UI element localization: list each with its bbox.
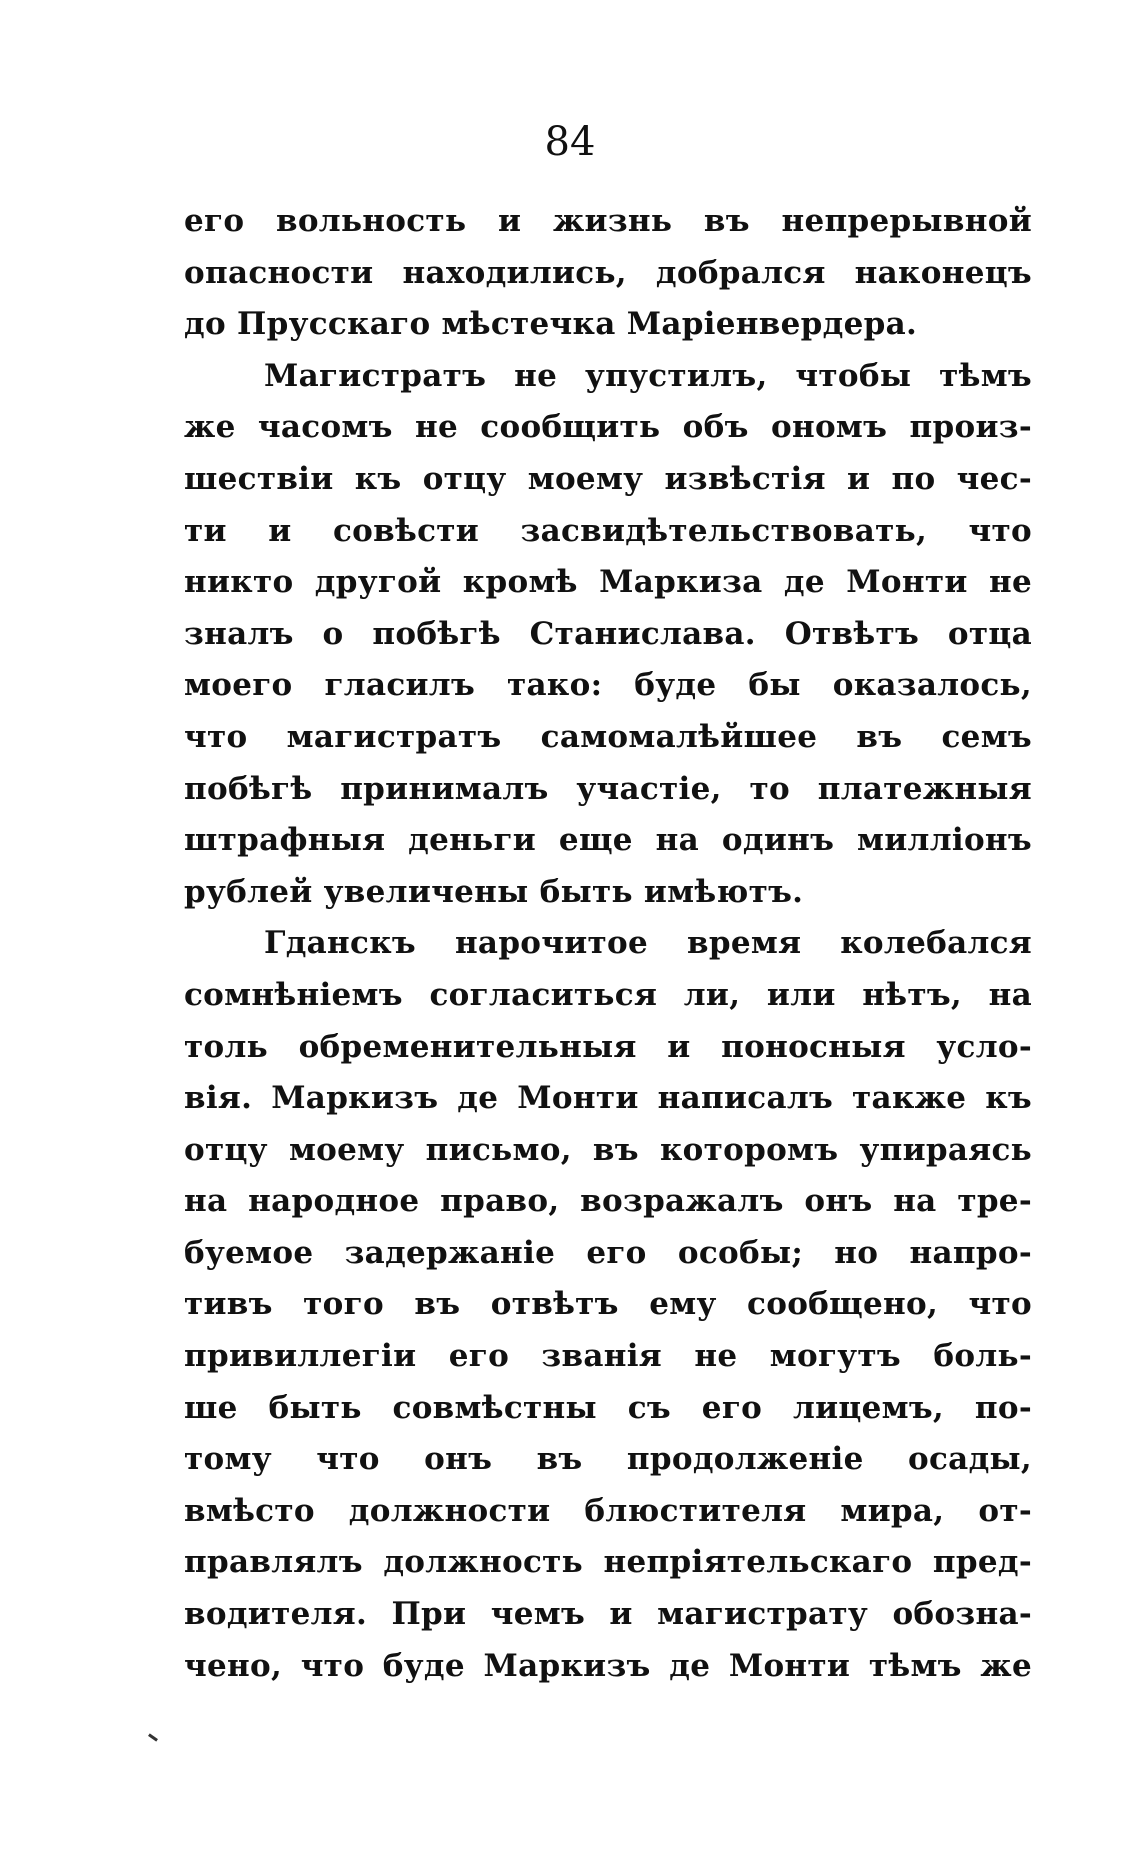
text-line: тивъ того въ отвѣтъ ему сообщено, что xyxy=(184,1286,1032,1323)
text-line: Гданскъ нарочитое время колебался xyxy=(264,925,1032,962)
text-line: привиллегіи его званія не могутъ боль- xyxy=(184,1338,1032,1375)
text-line: опасности находились, добрался наконецъ xyxy=(184,254,1032,291)
text-line: побѣгѣ принималъ участіе, то платежныя xyxy=(184,770,1032,807)
text-line: штрафныя деньги еще на одинъ милліонъ xyxy=(184,822,1032,859)
text-line: Магистратъ не упустилъ, чтобы тѣмъ xyxy=(264,357,1032,394)
text-line: правлялъ должность непріятельскаго пред- xyxy=(184,1544,1032,1581)
text-line: водителя. При чемъ и магистрату обозна- xyxy=(184,1596,1032,1633)
text-line: чено, что буде Маркизъ де Монти тѣмъ же xyxy=(184,1647,1032,1684)
text-line: же часомъ не сообщить объ ономъ произ- xyxy=(184,409,1032,446)
text-line: вмѣсто должности блюстителя мира, от- xyxy=(184,1492,1032,1529)
text-line: отцу моему письмо, въ которомъ упираясь xyxy=(184,1131,1032,1168)
text-line: до Прусскаго мѣстечка Маріенвердера. xyxy=(184,306,918,343)
text-line: буемое задержаніе его особы; но напро- xyxy=(184,1234,1032,1271)
text-line: моего гласилъ тако: буде бы оказалось, xyxy=(184,667,1032,704)
text-line: зналъ о побѣгѣ Станислава. Отвѣтъ отца xyxy=(184,615,1032,652)
text-line: рублей увеличены быть имѣютъ. xyxy=(184,873,804,910)
text-line: ше быть совмѣстны съ его лицемъ, по- xyxy=(184,1389,1032,1426)
text-line: тому что онъ въ продолженіе осады, xyxy=(184,1441,1032,1478)
text-line: шествіи къ отцу моему извѣстія и по чес- xyxy=(184,460,1032,497)
text-line: ти и совѣсти засвидѣтельствовать, что xyxy=(184,512,1032,549)
text-line: на народное право, возражалъ онъ на тре- xyxy=(184,1183,1032,1220)
text-line: его вольность и жизнь въ непрерывной xyxy=(184,203,1032,239)
text-line: вія. Маркизъ де Монти написалъ также къ xyxy=(184,1080,1032,1117)
body-text xyxy=(184,196,1032,1692)
text-line: никто другой кромѣ Маркиза де Монти не xyxy=(184,564,1032,601)
text-line: толь обременительныя и поносныя усло- xyxy=(184,1028,1032,1065)
text-line: сомнѣніемъ согласиться ли, или нѣтъ, на xyxy=(184,976,1032,1013)
ink-speck xyxy=(148,1733,158,1741)
text-line: что магистратъ самомалѣйшее въ семъ xyxy=(184,718,1032,755)
page-number: 84 xyxy=(544,119,596,165)
